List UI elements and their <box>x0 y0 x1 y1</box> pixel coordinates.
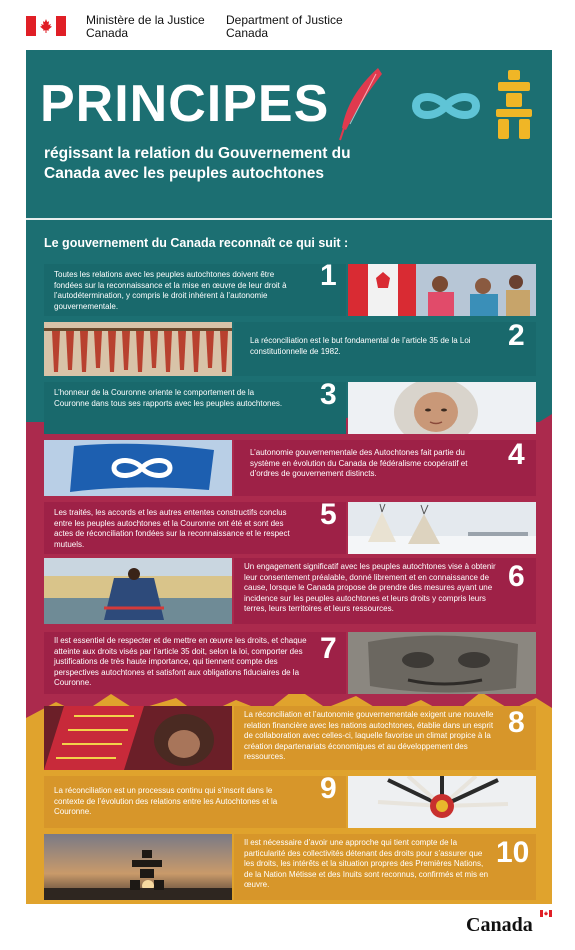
principle-6 <box>44 558 536 624</box>
photo-feather-headdress <box>348 776 536 828</box>
canada-wordmark: Canada <box>466 914 533 937</box>
principle-7 <box>44 632 536 694</box>
principle-number: 5 <box>320 498 337 531</box>
principle-text: Les traités, les accords et les autres ententes constructifs conclus entre les peuples autochtones et la Couronne ont été et sont des actes de réconciliation fondées sur la reconnaissance et le respect mutuels. <box>54 508 290 549</box>
title-divider <box>26 218 552 220</box>
poster-title: PRINCIPES <box>40 75 330 133</box>
department-name-en: Department of Justice Canada <box>226 13 343 40</box>
infinity-icon <box>416 97 476 115</box>
principle-number: 10 <box>496 836 530 869</box>
inukshuk-icon <box>496 70 532 139</box>
department-name-fr: Ministère de la Justice Canada <box>86 13 205 40</box>
principle-5 <box>44 498 536 554</box>
feather-icon <box>340 68 382 140</box>
photo-tipis-snow <box>348 502 536 554</box>
principle-number: 1 <box>320 259 337 292</box>
photo-carved-mask <box>348 632 536 694</box>
principle-text: La réconciliation et l’autonomie gouvernementale exigent une nouvelle relation financière avec les nations autochtones, établie dans un esprit de collaboration avec celles-ci, laquelle favorise un climat propice à la création departenariats économiques et au développement des ressources. <box>244 710 494 761</box>
principle-number: 9 <box>320 772 337 805</box>
principle-number: 8 <box>508 706 525 739</box>
principle-4 <box>44 440 536 496</box>
principle-text: Un engagement significatif avec les peuples autochtones vise à obtenir leur consentement préalable, donné librement et en connaissance de cause, lorsque le Canada propose de prendre des mesures ayant une incidence sur les peuples autochtones et leurs droits y compris leurs terres, leurs territoires et leurs ressources. <box>244 562 496 613</box>
photo-drying-fish <box>44 322 232 376</box>
principle-number: 7 <box>320 632 337 665</box>
principle-9 <box>44 772 536 828</box>
canada-flag-icon <box>26 16 66 36</box>
principle-number: 4 <box>508 438 525 471</box>
principle-text: La réconciliation est le but fondamental de l’article 35 de la Loi constitutionnelle de 1982. <box>250 336 471 356</box>
principle-text: Il est nécessaire d’avoir une approche qui tient compte de la particularité des collectivités détenant des droits pour s’assurer que les droits, les intérêts et la situation propres des Premières Nations, de la Nation Métisse et des Inuits sont reconnus, confirmés et mis en œuvre. <box>244 838 489 889</box>
principle-text: L’honneur de la Couronne oriente le comportement de la Couronne dans tous ses rapports avec les peuples autochtones. <box>54 388 283 408</box>
government-header <box>0 0 575 52</box>
poster-subtitle: régissant la relation du Gouvernement du Canada avec les peuples autochtones <box>44 145 351 182</box>
principle-text: Toutes les relations avec les peuples autochtones doivent être fondées sur la reconnaissance et la mise en œuvre de leur droit à l’autodétermination, y compris le droit inhérent à l’autonomie gouvernementale. <box>54 270 287 311</box>
photo-inukshuk-sunset <box>44 834 232 900</box>
principle-text: La réconciliation est un processus continu qui s’inscrit dans le contexte de l’évolution des relations entre les Autochtones et la Couronne. <box>54 786 278 816</box>
principle-8 <box>44 706 536 770</box>
infographic-poster <box>26 50 552 904</box>
principle-1 <box>44 259 536 316</box>
photo-metis-flag <box>44 440 232 496</box>
principle-number: 6 <box>508 560 525 593</box>
canada-flag-mini-icon <box>540 910 552 917</box>
photo-inuit-portrait <box>348 382 536 434</box>
photo-shawl-dancer <box>44 558 232 624</box>
principle-text: L’autonomie gouvernementale des Autochtones fait partie du système en évolution du Canada de fédéralisme coopératif et d’ordres de gouvernement distincts. <box>250 448 468 478</box>
principle-text: Il est essentiel de respecter et de mettre en œuvre les droits, et chaque atteinte aux droits visés par l’article 35 doit, selon la loi, comporter des justifications de très haute importance, qui tiennent compte des perspectives autochtones et satisfont aux obligations fiduciaires de la Couronne. <box>54 636 307 687</box>
poster-icons <box>338 66 548 142</box>
principle-10 <box>44 834 536 900</box>
intro-heading: Le gouvernement du Canada reconnaît ce qui suit : <box>44 236 349 250</box>
photo-dancers-flag <box>348 264 536 316</box>
photo-beaded-cloth <box>44 706 232 770</box>
principle-2 <box>44 319 536 376</box>
principle-3 <box>44 378 536 434</box>
principle-number: 3 <box>320 378 337 411</box>
principle-number: 2 <box>508 319 525 352</box>
